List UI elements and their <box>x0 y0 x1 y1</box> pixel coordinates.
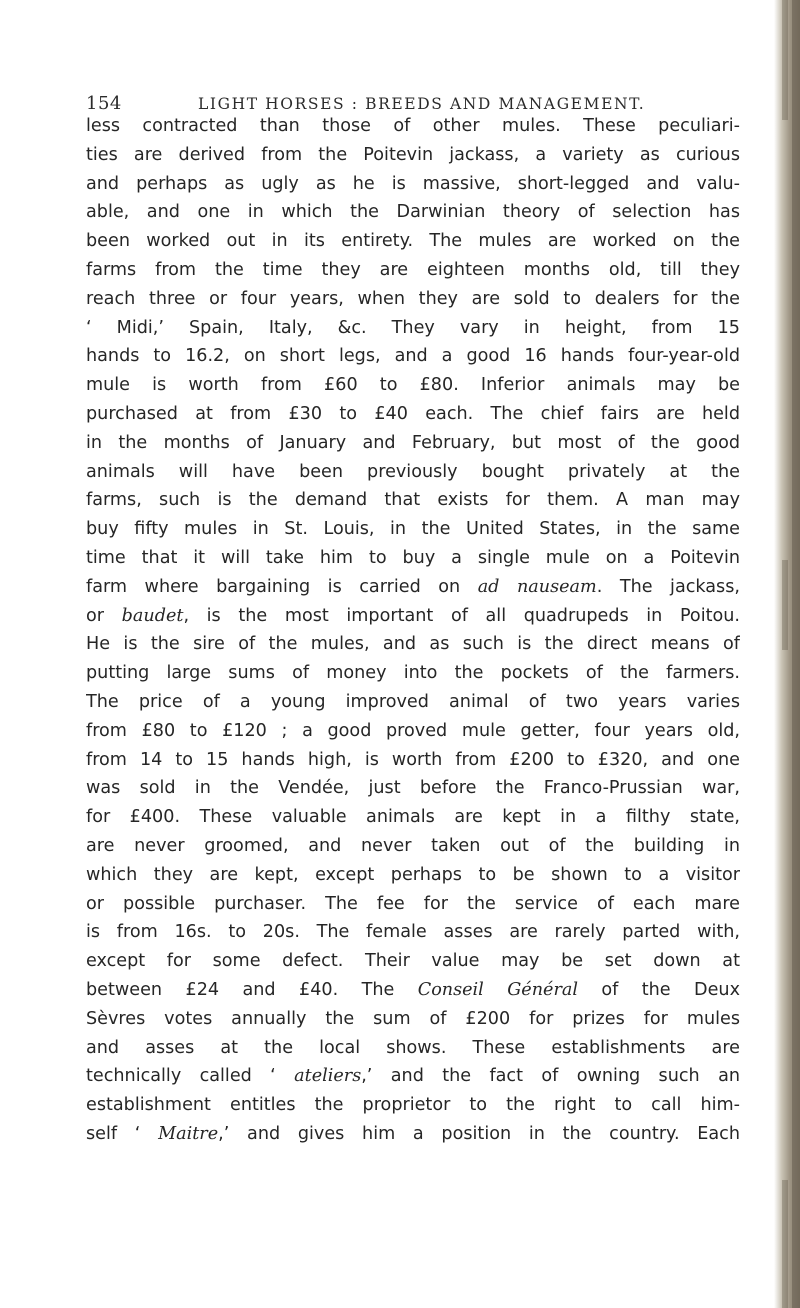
text-line: in the months of January and February, but most of the good <box>86 432 740 453</box>
page-number: 154 <box>86 93 122 114</box>
text-line: The price of a young improved animal of two years varies <box>86 691 740 712</box>
edge-stain <box>782 0 788 120</box>
text-line: was sold in the Vendée, just before the Franco-Prussian war, <box>86 778 740 799</box>
text-line: and asses at the local shows. These establishments are <box>86 1037 740 1058</box>
text-line: from £80 to £120 ; a good proved mule getter, four years old, <box>86 720 740 741</box>
text-line: technically called ‘ ateliers,’ and the fact of owning such an <box>86 1066 740 1087</box>
text-line: Sèvres votes annually the sum of £200 for prizes for mules <box>86 1008 740 1029</box>
text-line: been worked out in its entirety. The mules are worked on the <box>86 231 740 252</box>
text-line: farms from the time they are eighteen months old, till they <box>86 259 740 280</box>
text-line: or possible purchaser. The fee for the service of each mare <box>86 893 740 914</box>
text-line: ‘ Midi,’ Spain, Italy, &c. They vary in height, from 15 <box>86 317 740 338</box>
edge-stain <box>782 560 788 650</box>
text-line: which they are kept, except perhaps to be shown to a visitor <box>86 864 740 885</box>
text-line: farms, such is the demand that exists for them. A man may <box>86 490 740 511</box>
body-text <box>86 112 740 1149</box>
text-line: He is the sire of the mules, and as such is the direct means of <box>86 634 740 655</box>
text-line: reach three or four years, when they are sold to dealers for the <box>86 288 740 309</box>
text-line: self ‘ Maitre,’ and gives him a position in the country. Each <box>86 1123 740 1144</box>
text-line: between £24 and £40. The Conseil Général of the Deux <box>86 979 740 1000</box>
text-line: buy fifty mules in St. Louis, in the United States, in the same <box>86 519 740 540</box>
text-line: time that it will take him to buy a single mule on a Poitevin <box>86 547 740 568</box>
text-line: for £400. These valuable animals are kept in a filthy state, <box>86 807 740 828</box>
text-line: animals will have been previously bought privately at the <box>86 461 740 482</box>
text-line: hands to 16.2, on short legs, and a good 16 hands four-year-old <box>86 346 740 367</box>
text-line: putting large sums of money into the pockets of the farmers. <box>86 663 740 684</box>
text-line: from 14 to 15 hands high, is worth from £200 to £320, and one <box>86 749 740 770</box>
text-line: or baudet, is the most important of all quadrupeds in Poitou. <box>86 605 740 626</box>
text-line: farm where bargaining is carried on ad nauseam. The jackass, <box>86 576 740 597</box>
text-line: able, and one in which the Darwinian theory of selection has <box>86 202 740 223</box>
running-head: LIGHT HORSES : BREEDS AND MANAGEMENT. <box>198 95 646 113</box>
text-line: are never groomed, and never taken out of the building in <box>86 835 740 856</box>
text-line: is from 16s. to 20s. The female asses are rarely parted with, <box>86 922 740 943</box>
text-line: establishment entitles the proprietor to the right to call him- <box>86 1095 740 1116</box>
edge-stain <box>782 1180 788 1308</box>
text-line: mule is worth from £60 to £80. Inferior animals may be <box>86 375 740 396</box>
text-line: and perhaps as ugly as he is massive, short-legged and valu- <box>86 173 740 194</box>
page-edge <box>792 0 800 1308</box>
text-line: except for some defect. Their value may be set down at <box>86 951 740 972</box>
text-line: ties are derived from the Poitevin jackass, a variety as curious <box>86 144 740 165</box>
text-line: purchased at from £30 to £40 each. The chief fairs are held <box>86 403 740 424</box>
text-line: less contracted than those of other mules. These peculiari- <box>86 116 740 136</box>
